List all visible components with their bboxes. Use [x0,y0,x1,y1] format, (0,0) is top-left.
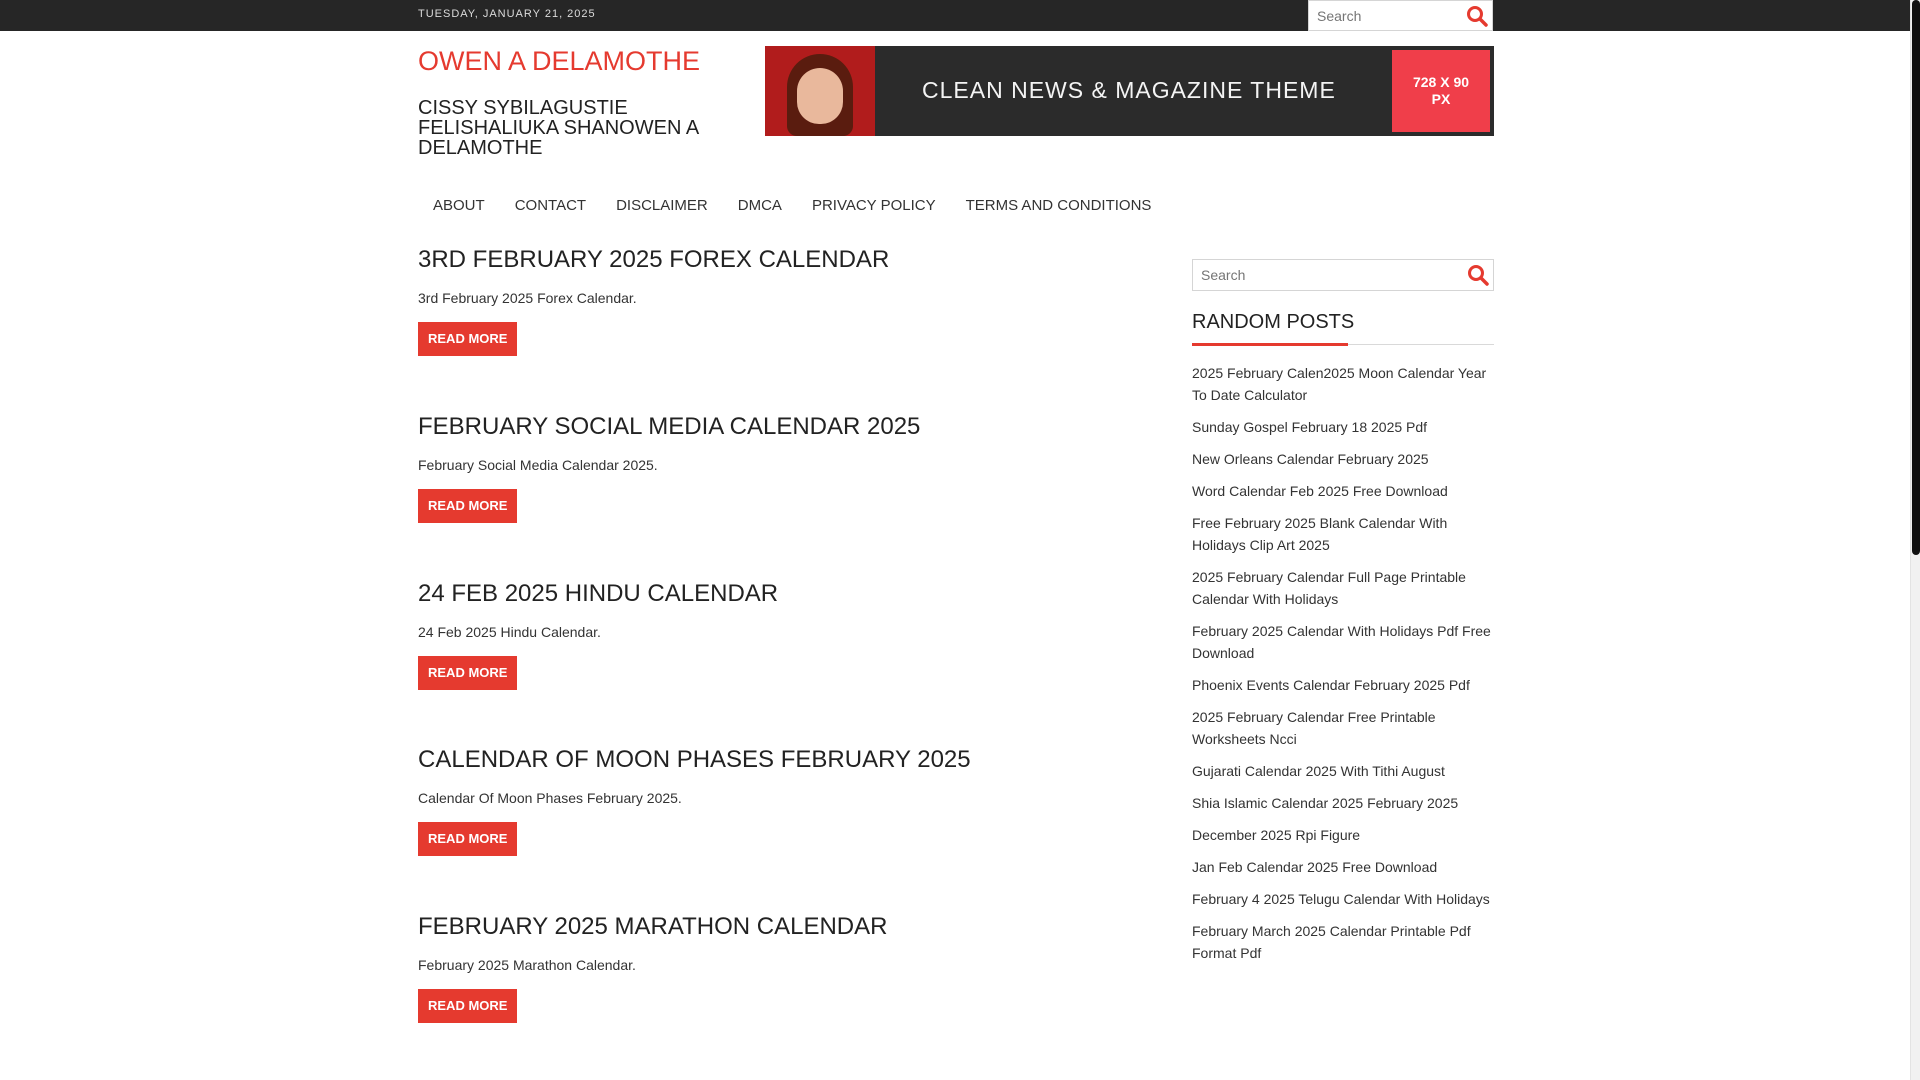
post-title[interactable]: FEBRUARY 2025 MARATHON CALENDAR [418,913,888,940]
current-date: TUESDAY, JANUARY 21, 2025 [418,8,596,20]
random-post-link[interactable]: Sunday Gospel February 18 2025 Pdf [1192,419,1428,435]
page-scrollbar[interactable] [1910,0,1920,1080]
nav-item-privacy-policy[interactable]: PRIVACY POLICY [811,197,936,214]
nav-item-terms-and-conditions[interactable]: TERMS AND CONDITIONS [965,197,1152,214]
nav-item-disclaimer[interactable]: DISCLAIMER [616,197,708,214]
random-post-link[interactable]: Gujarati Calendar 2025 With Tithi August [1192,763,1445,779]
random-post-link[interactable]: Shia Islamic Calendar 2025 February 2025 [1192,795,1459,811]
random-post-link[interactable]: 2025 February Calen2025 Moon Calendar Year To Date Calculator [1192,365,1487,403]
scrollbar-thumb[interactable] [1912,0,1920,555]
post-title[interactable]: CALENDAR OF MOON PHASES FEBRUARY 2025 [418,746,971,773]
read-more-button[interactable]: READ MORE [418,822,517,856]
sidebar-search-box [1192,259,1494,291]
post-item [418,580,1138,690]
random-post-link[interactable]: 2025 February Calendar Full Page Printable Calendar With Holidays [1192,569,1466,607]
top-bar [0,0,1910,31]
read-more-button[interactable]: READ MORE [418,322,517,356]
search-icon[interactable] [1467,264,1489,286]
nav-item-about[interactable]: ABOUT [433,197,485,214]
random-post-link[interactable]: December 2025 Rpi Figure [1192,827,1361,843]
read-more-button[interactable]: READ MORE [418,656,517,690]
random-post-link[interactable]: February March 2025 Calendar Printable Pdf Format Pdf [1192,923,1471,961]
top-search-box [1308,0,1493,31]
post-excerpt: February 2025 Marathon Calendar. [418,957,636,973]
post-item [418,413,1138,523]
post-excerpt: Calendar Of Moon Phases February 2025. [418,790,682,806]
random-post-link[interactable]: February 2025 Calendar With Holidays Pdf Free Download [1192,623,1491,661]
random-posts-heading: RANDOM POSTS [1192,311,1355,333]
sidebar-search-input[interactable] [1201,260,1441,290]
post-excerpt: 3rd February 2025 Forex Calendar. [418,290,637,306]
banner-size-label: 728 X 90 PX [1392,50,1490,132]
random-post-link[interactable]: New Orleans Calendar February 2025 [1192,451,1429,467]
post-title[interactable]: 24 FEB 2025 HINDU CALENDAR [418,580,779,607]
random-post-link[interactable]: February 4 2025 Telugu Calendar With Holidays [1192,891,1490,907]
random-post-link[interactable]: Word Calendar Feb 2025 Free Download [1192,483,1448,499]
site-title[interactable]: OWEN A DELAMOTHE [418,46,701,76]
post-title[interactable]: 3RD FEBRUARY 2025 FOREX CALENDAR [418,246,890,273]
main-nav [418,192,1166,220]
heading-accent-bar [1192,343,1348,346]
read-more-button[interactable]: READ MORE [418,489,517,523]
banner-tagline: CLEAN NEWS & MAGAZINE THEME [922,77,1336,103]
post-title[interactable]: FEBRUARY SOCIAL MEDIA CALENDAR 2025 [418,413,921,440]
post-item [418,746,1138,856]
read-more-button[interactable]: READ MORE [418,989,517,1023]
site-description: CISSY SYBILAGUSTIE FELISHALIUKA SHANOWEN A DELAMOTHE [418,97,699,159]
post-item [418,246,1138,356]
random-post-link[interactable]: Free February 2025 Blank Calendar With Holidays Clip Art 2025 [1192,515,1448,553]
random-post-link[interactable]: Jan Feb Calendar 2025 Free Download [1192,859,1438,875]
post-excerpt: February Social Media Calendar 2025. [418,457,658,473]
random-post-link[interactable]: 2025 February Calendar Free Printable Worksheets Ncci [1192,709,1436,747]
post-item [418,913,1138,1023]
random-posts-list [1192,362,1494,974]
top-search-input[interactable] [1317,1,1463,30]
post-excerpt: 24 Feb 2025 Hindu Calendar. [418,624,601,640]
nav-item-dmca[interactable]: DMCA [737,197,782,214]
search-icon[interactable] [1466,5,1488,27]
header-banner-ad[interactable] [765,46,1494,136]
nav-item-contact[interactable]: CONTACT [514,197,587,214]
banner-photo [765,46,875,136]
random-post-link[interactable]: Phoenix Events Calendar February 2025 Pdf [1192,677,1470,693]
heading-divider [1192,344,1494,345]
